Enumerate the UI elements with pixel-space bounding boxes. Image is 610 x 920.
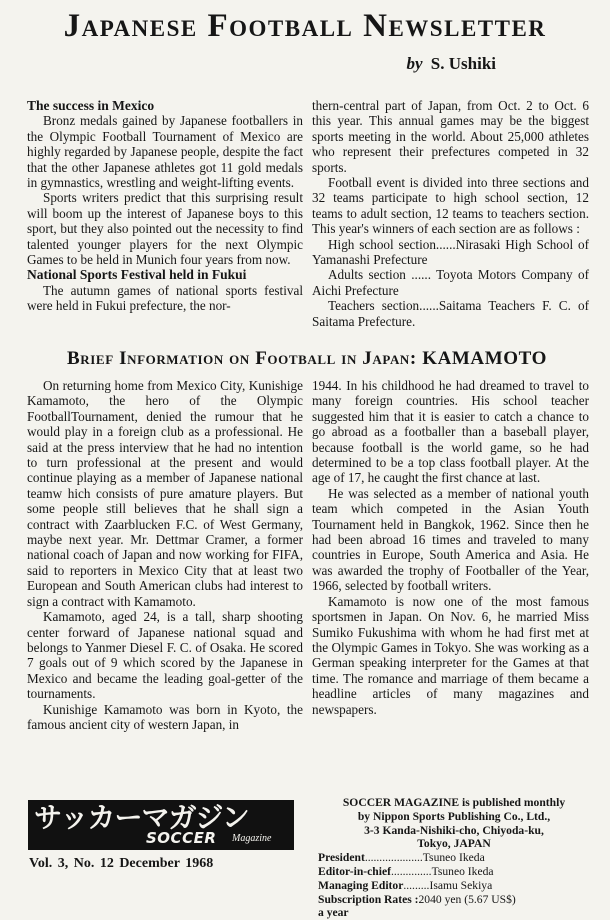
paragraph: The autumn games of national sports festival were held in Fukui prefecture, the nor-: [27, 282, 303, 314]
staff-name: 2040 yen (5.67 US$): [418, 892, 516, 906]
paragraph: Kamamoto, aged 24, is a tall, sharp shooting center forward of Japanese national squad and belongs to Yanmer Diesel F. C. of Osaka. He scored 7 goals out of 9 which scored by the Japanese in Mexico and became the leading goal-getter of the tournaments.: [27, 609, 303, 702]
staff-row-president: [318, 851, 590, 865]
paragraph-continued: thern-central part of Japan, from Oct. 2 to Oct. 6 this year. This annual games may be the biggest sports meeting in the world. About 25,000 athletes who represent their prefectures competed in 32 sports.: [312, 98, 589, 175]
byline-author: S. Ushiki: [430, 54, 496, 73]
paragraph: Sports writers predict that this surprising result will boom up the interest of Japanese boys to this sport, but they also pointed out the necessity to find talented younger players for the next Olympic Games to be held in Munich four years from now.: [27, 190, 303, 268]
logo-english-text: SOCCER: [146, 829, 217, 847]
staff-role: Managing Editor: [318, 878, 404, 892]
imprint-line: by Nippon Sports Publishing Co., Ltd.,: [357, 809, 551, 823]
leader-dots: .........: [403, 878, 430, 892]
subscription-tail: a year: [318, 906, 349, 920]
winner-entry: Teachers section......Saitama Teachers F. C. of Saitama Prefecture.: [312, 298, 589, 329]
brief-information-heading: Brief Information on Football in Japan: KAMAMOTO: [67, 348, 547, 369]
staff-name: Tsuneo Ikeda: [422, 851, 485, 865]
paragraph: He was selected as a member of national youth team which competed in the Asian Youth Tournament held in Bangkok, 1962. Since then he had been abroad 16 times and traveled to many countries in Europe, South America and Asia. He was awarded the trophy of Footballer of the Year, 1966, selected by football writers.: [312, 485, 589, 594]
staff-row-editor: [318, 865, 590, 879]
paragraph: On returning home from Mexico City, Kunishige Kamamoto, the hero of the Olympic FootballTournament, denied the rumour that he would play in a foreign club as a professional. He said at the press interview that he had no intention to turn professional at the present and would continue playing as a member of Japanese national teamw hich consists of pure amature players. But some people still believes that he shall sign a contract with Zaarblucken F.C. of West Germany, maybe next year. Mr. Dettmar Cramer, a former national coach of Japan and now working for FIFA, said to reporters in Mexico City that at least two European and South American clubs had interest to sign a contract with Kamamoto.: [27, 378, 303, 609]
staff-name: Isamu Sekiya: [429, 878, 493, 892]
paragraph: Kunishige Kamamoto was born in Kyoto, the famous ancient city of western Japan, in: [27, 701, 303, 732]
newsletter-title: Japanese Football Newsletter: [63, 8, 547, 44]
issue-info: Vol. 3, No. 12 December 1968: [29, 856, 214, 871]
column-top-right: [312, 98, 589, 329]
staff-name: Tsuneo Ikeda: [431, 864, 494, 878]
imprint-line: 3-3 Kanda-Nishiki-cho, Chiyoda-ku,: [364, 823, 544, 837]
soccer-magazine-logo: [28, 800, 294, 850]
column-top-left: [27, 98, 303, 314]
paragraph: Football event is divided into three sections and 32 teams participate to high school section, 12 teams to adult section, 12 teams to teachers section. This year's winners of each section are as follows :: [312, 175, 589, 237]
column-bottom-right: [312, 378, 589, 717]
staff-role: President: [318, 851, 365, 865]
imprint-line: SOCCER MAGAZINE is published monthly: [342, 796, 566, 809]
imprint-block: [318, 796, 590, 920]
logo-japanese-text: サッカーマガジン: [34, 801, 249, 834]
winner-entry: High school section......Nirasaki High School of Yamanashi Prefecture: [312, 236, 589, 268]
staff-row-subscription: [318, 893, 590, 907]
paragraph: Kamamoto is now one of the most famous sportsmen in Japan. On Nov. 6, he married Miss Sumiko Fukushima with whom he had first met at the Olympic Games in Tokyo. She was working as a German speaking interpreter for the Games at that time. The romance and marriage of them became a headline articles of many magazines and newspapers.: [312, 593, 589, 717]
winner-entry: Adults section ...... Toyota Motors Company of Aichi Prefecture: [312, 267, 589, 298]
byline: [407, 54, 497, 74]
column-bottom-left: [27, 378, 303, 732]
staff-role: Subscription Rates :: [318, 892, 419, 906]
section-heading-festival: National Sports Festival held in Fukui: [27, 267, 247, 283]
leader-dots: ....................: [364, 851, 423, 865]
staff-role: Editor-in-chief: [318, 864, 391, 878]
imprint-line: Tokyo, JAPAN: [417, 837, 491, 851]
paragraph: Bronz medals gained by Japanese footballers in the Olympic Football Tournament of Mexico are highly regarded by Japanese people, despite the fact that the other Japanese athletes got 11 gold medals in gymnastics, wrestling and weight-lifting events.: [27, 113, 303, 191]
section-heading-mexico: The success in Mexico: [27, 98, 155, 113]
logo-magazine-text: Magazine: [232, 833, 272, 844]
byline-prefix: by: [406, 54, 423, 73]
staff-row-managing-editor: [318, 879, 590, 893]
paragraph-continued: 1944. In his childhood he had dreamed to travel to many foreign countries. His school teacher suggested him that it is easier to catch a chance to go abroad as a footballer than a baseball player, because football is the world game, so he had determined to be a top class football player. At the age of 17, he caught the first chance at last.: [312, 378, 589, 486]
leader-dots: ..............: [391, 864, 432, 878]
